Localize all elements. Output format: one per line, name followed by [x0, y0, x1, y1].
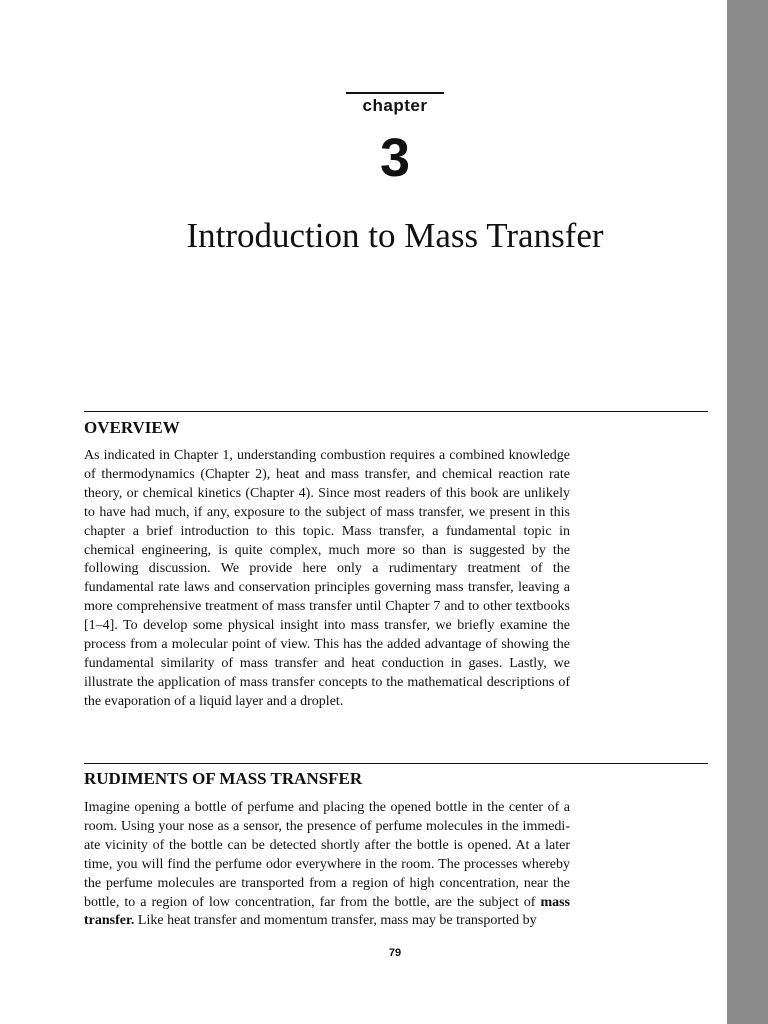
rudiments-paragraph — [84, 799, 570, 931]
overview-paragraph: As indicated in Chapter 1, understanding combustion requires a combined knowledge of thermodynamics (Chapter 2), heat and mass transfer, and chemical reaction rate theory, or chemical kinetics (Chapter 4). Since most readers of this book are unlikely to have had much, if any, exposure to the subject of mass transfer, we present in this chapter a brief introduction to this topic. Mass transfer, a fundamental topic in chemical engineering, is quite complex, much more so than is suggested by the following discussion. We provide here only a rudimentary treatment of the fundamental rate laws and conservation principles governing mass transfer, leaving a more comprehensive treatment of mass transfer until Chapter 7 and to other textbooks [1–4]. To develop some physical insight into mass transfer, we briefly examine the process from a molecular point of view. This has the added advantage of showing the fundamental similarity of mass transfer and heat conduction in gases. Lastly, we illustrate the application of mass transfer concepts to the mathematical descriptions of the evaporation of a liquid layer and a droplet. — [84, 448, 570, 709]
page-number: 79 — [388, 947, 402, 959]
chapter-label: chapter — [362, 96, 428, 115]
page-edge-bar — [727, 0, 768, 1024]
rudiments-text-after: Like heat transfer and momentum transfer, mass may be transported by — [134, 913, 537, 929]
chapter-rule — [346, 92, 444, 94]
rudiments-text-before: Imagine opening a bottle of perfume and placing the opened bottle in the center of a room. Using your nose as a sensor, the presence of perfume molecules in the immedi-ate vicinity of the bottle can be detected shortly after the bottle is opened. At a later time, you will find the perfume odor everywhere in the room. The processes whereby the perfume molecules are transported from a region of high concentration, near the bottle, to a region of low concentration, far from the bottle, are the subject of — [84, 800, 570, 910]
chapter-title: Introduction to Mass Transfer — [186, 216, 604, 255]
chapter-number: 3 — [379, 128, 411, 188]
rudiments-rule — [84, 763, 708, 764]
mass-transfer-term: mass transfer. — [84, 894, 570, 929]
overview-heading: OVERVIEW — [84, 418, 180, 437]
overview-rule — [84, 411, 708, 412]
rudiments-heading: RUDIMENTS OF MASS TRANSFER — [84, 769, 363, 788]
